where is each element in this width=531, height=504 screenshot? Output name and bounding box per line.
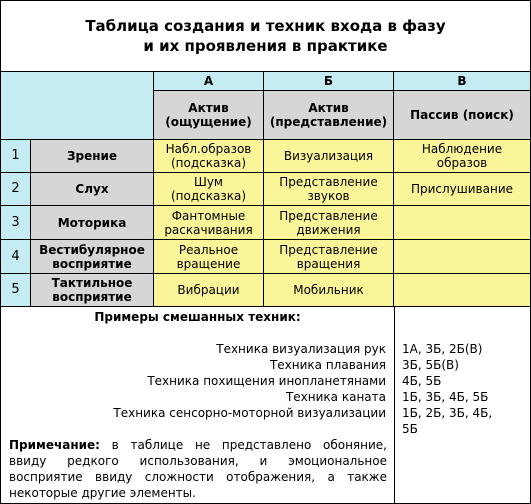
- table-cell: Мобильник: [263, 273, 394, 307]
- examples-title: Примеры смешанных техник:: [94, 310, 301, 324]
- row-number: 3: [0, 205, 31, 240]
- row-label-motor: Моторика: [30, 205, 154, 240]
- table-cell: Представление движения: [263, 205, 394, 240]
- technique-name: Техника похищения инопланетянами: [147, 374, 386, 388]
- table-cell: Визуализация: [263, 139, 394, 173]
- column-header-b: Актив (представление): [263, 90, 394, 140]
- table-cell: Набл.образов (подсказка): [153, 139, 264, 173]
- table-cell: Вибрации: [153, 273, 264, 307]
- technique-name: Техника плавания: [269, 358, 386, 372]
- row-number: 2: [0, 172, 31, 206]
- technique-code: 1Б, 2Б, 3Б, 4Б, 5Б: [402, 406, 493, 436]
- title-line-2: и их проявления в практике: [143, 37, 388, 55]
- table-cell: [393, 205, 531, 240]
- table-cell: Реальное вращение: [153, 239, 264, 274]
- row-label-vestibular: Вестибулярное восприятие: [30, 239, 154, 274]
- column-letter-c: В: [393, 71, 531, 91]
- row-number: 1: [0, 139, 31, 173]
- column-header-c: Пассив (поиск): [393, 90, 531, 140]
- table-cell: [393, 239, 531, 274]
- table-title: [0, 0, 531, 72]
- row-number: 4: [0, 239, 31, 274]
- technique-code: 1А, 3Б, 2Б(В): [402, 342, 483, 356]
- table-cell: Прислушивание: [393, 172, 531, 206]
- technique-code: 3Б, 5Б(В): [402, 358, 459, 372]
- header-corner: [0, 71, 154, 140]
- technique-name: Техника сенсорно-моторной визуализации: [113, 406, 386, 420]
- table-cell: Шум (подсказка): [153, 172, 264, 206]
- table-cell: [393, 273, 531, 307]
- row-number: 5: [0, 273, 31, 307]
- note-label: Примечание:: [9, 438, 100, 452]
- technique-name: Техника визуализация рук: [216, 342, 386, 356]
- table-cell: Представление вращения: [263, 239, 394, 274]
- examples-left: [1, 307, 394, 503]
- table-cell: Представление звуков: [263, 172, 394, 206]
- row-label-vision: Зрение: [30, 139, 154, 173]
- note: [9, 437, 387, 501]
- examples-codes: [395, 307, 530, 503]
- note-text: в таблице не представлено обоняние, ввиду редкого использования, и эмоциональное восприятие ввиду сложности отображения, а также некоторые другие элементы.: [9, 438, 387, 500]
- table-cell: Фантомные раскачивания: [153, 205, 264, 240]
- table-cell: Наблюдение образов: [393, 139, 531, 173]
- row-label-tactile: Тактильное восприятие: [30, 273, 154, 307]
- technique-code: 4Б, 5Б: [402, 374, 442, 388]
- column-header-a: Актив (ощущение): [153, 90, 264, 140]
- column-letter-a: А: [153, 71, 264, 91]
- column-letter-b: Б: [263, 71, 394, 91]
- row-label-hearing: Слух: [30, 172, 154, 206]
- technique-code: 1Б, 3Б, 4Б, 5Б: [402, 390, 489, 404]
- technique-name: Техника каната: [285, 390, 386, 404]
- title-line-1: Таблица создания и техник входа в фазу: [85, 17, 446, 35]
- examples-section: [0, 306, 531, 504]
